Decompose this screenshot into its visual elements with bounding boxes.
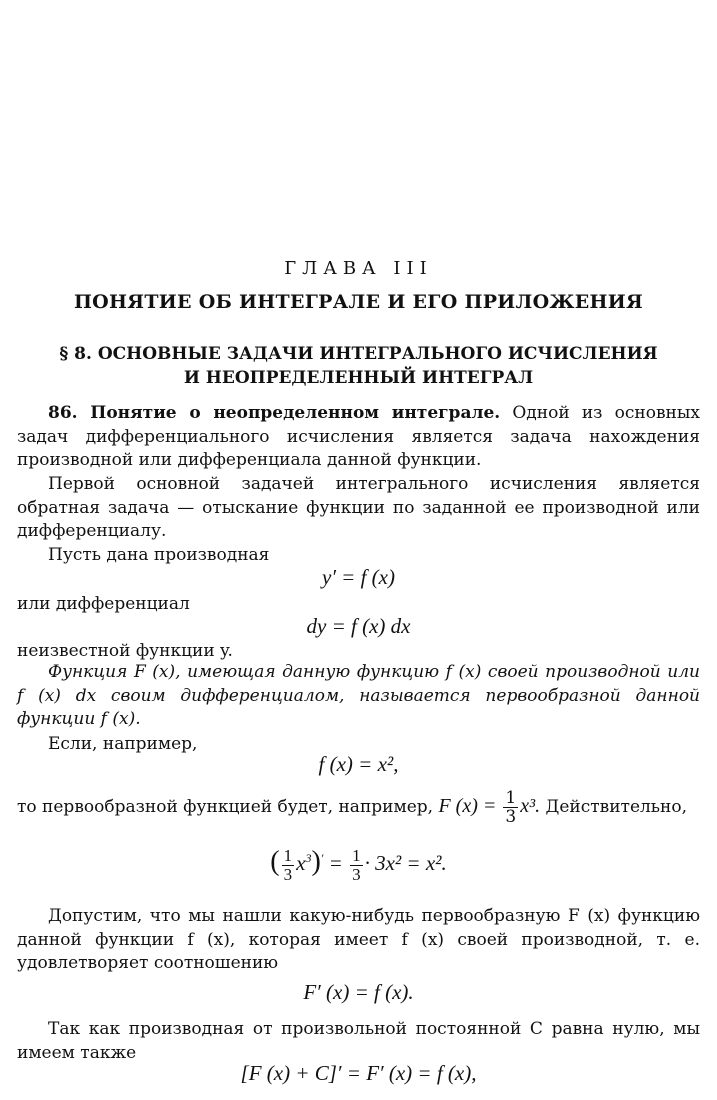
paragraph-text: Допустим, что мы нашли какую-нибудь первообразную F (x) функцию данной функции f (x), которая имеет f (x) своей производной, т. е. удовлетворяет соотношению [17, 906, 700, 973]
formula-relation: F′ (x) = f (x). [303, 980, 414, 1004]
paragraph-86 [17, 402, 700, 473]
paragraph-text-end: Действительно, [540, 797, 688, 817]
paragraph-text: Пусть дана производная [48, 545, 270, 565]
paragraph-text: или дифференциал [17, 594, 190, 614]
definition-text: Функция F (x), имеющая данную функцию f (x) своей производной или f (x) dx своим дифференциалом, называется первообразной данной функции f (x). [17, 662, 700, 729]
formula-derivative: y′ = f (x) [322, 565, 395, 589]
paragraph-text: неизвестной функции y. [17, 641, 233, 661]
paragraph-or-differential [17, 593, 700, 617]
paragraph-example-antiderivative [17, 786, 700, 827]
fraction-numerator: 1 [505, 788, 517, 808]
section-title-line-2: И НЕОПРЕДЕЛЕННЫЙ ИНТЕГРАЛ [183, 368, 534, 388]
section-title [0, 342, 717, 390]
definition-antiderivative [17, 661, 700, 732]
chapter-label: ГЛАВА III [284, 258, 433, 279]
paragraph-constant [17, 1018, 700, 1065]
formula-example-function: f (x) = x², [318, 752, 399, 776]
formula-differential: dy = f (x) dx [306, 614, 411, 638]
paragraph-text: Если, например, [48, 734, 198, 754]
paragraph-text: то первообразной функцией будет, например, [17, 797, 439, 817]
formula-verification: ( $\frac{1}{3}$ $x^3)'$ = $\frac{1}{3}$ · 3x² = x². [270, 845, 447, 884]
fraction: $\frac{1}{3}$ [352, 845, 361, 884]
fraction-denominator: 3 [505, 807, 517, 827]
paragraph-text: Одной из основных задач дифференциального исчисления является задача нахождения производной или дифференциала данной функции. [17, 403, 700, 470]
paragraph-text: Так как производная от произвольной постоянной C равна нулю, мы имеем также [17, 1019, 700, 1063]
formula-verification-rest: · 3x² = x². [364, 851, 447, 875]
formula-constant: [F (x) + C]′ = F′ (x) = f (x), [240, 1061, 477, 1085]
paragraph-given-derivative [17, 544, 700, 568]
paragraph-unknown-function [17, 640, 700, 664]
chapter-title: ПОНЯТИЕ ОБ ИНТЕГРАЛЕ И ЕГО ПРИЛОЖЕНИЯ [73, 291, 644, 313]
paragraph-heading: 86. Понятие о неопределенном интеграле. [48, 403, 501, 423]
inline-formula-rhs: x³. [520, 795, 541, 817]
inline-formula-lhs: F (x) = [438, 795, 502, 817]
inline-fraction [503, 789, 518, 826]
fraction: $\frac{1}{3}$ [283, 845, 293, 884]
paragraph-main-task [17, 473, 700, 544]
paragraph-suppose [17, 905, 700, 976]
paragraph-text: Первой основной задачей интегрального исчисления является обратная задача — отыскание функции по заданной ее производной или дифференциалу. [17, 474, 700, 541]
section-title-line-1: § 8. ОСНОВНЫЕ ЗАДАЧИ ИНТЕГРАЛЬНОГО ИСЧИСЛЕНИЯ [59, 344, 658, 364]
